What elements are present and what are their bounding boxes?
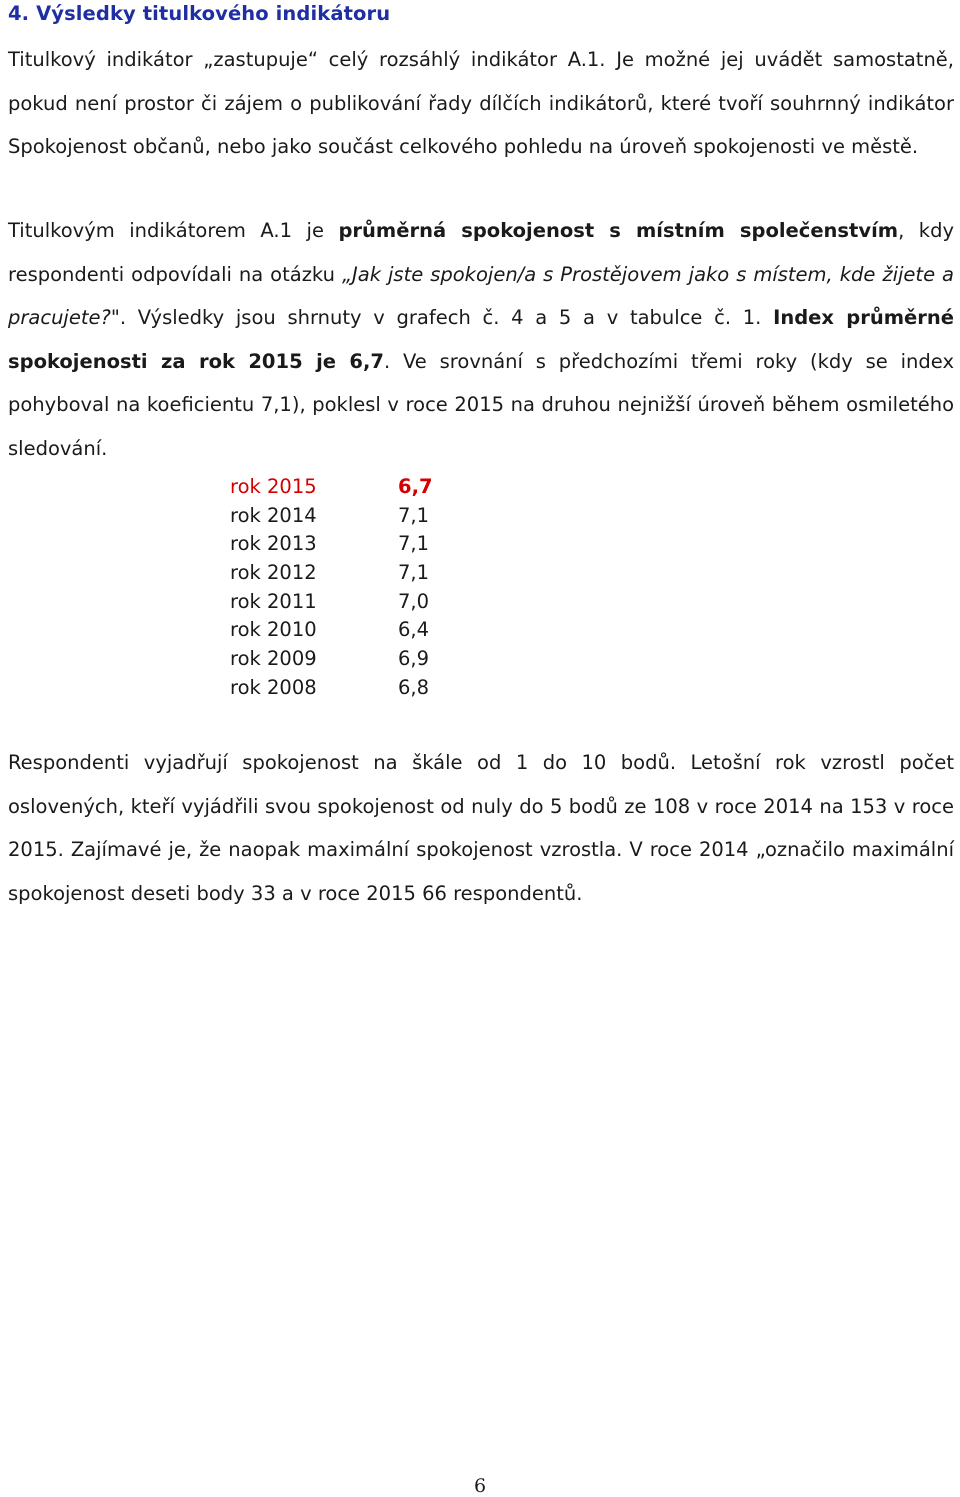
indicator-text-1: Titulkovým indikátorem A.1 je (8, 219, 339, 242)
table-row (230, 502, 433, 531)
intro-paragraph: Titulkový indikátor „zastupuje“ celý rozsáhlý indikátor A.1. Je možné jej uvádět samostatně, pokud není prostor či zájem o publikování řady dílčích indikátorů, které tvoří souhrnný indikátor Spokojenost občanů, nebo jako součást celkového pohledu na úroveň spokojenosti ve městě. (8, 48, 954, 158)
table-year: rok 2013 (230, 532, 317, 556)
indicator-text-2: , kdy respondenti odpovídali na otázku (8, 219, 955, 286)
table-year: rok 2008 (230, 675, 317, 699)
table-row (230, 674, 433, 703)
table-year: rok 2010 (230, 618, 317, 642)
table-value: 6,9 (398, 647, 430, 671)
table-row (230, 645, 433, 674)
table-year: rok 2014 (230, 503, 317, 527)
table-row (230, 559, 433, 588)
table-row (230, 588, 433, 617)
table-value: 6,4 (398, 618, 430, 642)
indicator-text-3: ". Výsledky jsou shrnuty v grafech č. 4 a 5 a v tabulce č. 1. (110, 306, 774, 329)
indicator-emphasis: průměrná spokojenost s místním společenstvím (338, 219, 899, 242)
indicator-paragraph (8, 209, 954, 470)
table-value: 7,0 (398, 589, 430, 613)
table-row (230, 616, 433, 645)
table-row (230, 473, 433, 502)
yearly-index-table (230, 473, 433, 703)
table-value: 6,7 (398, 475, 433, 498)
table-year: rok 2015 (230, 475, 317, 498)
table-row (230, 530, 433, 559)
table-year: rok 2012 (230, 561, 317, 585)
section-heading: 4. Výsledky titulkového indikátoru (8, 2, 391, 25)
scale-paragraph: Respondenti vyjadřují spokojenost na škále od 1 do 10 bodů. Letošní rok vzrostl počet oslovených, kteří vyjádřili svou spokojenost od nuly do 5 bodů ze 108 v roce 2014 na 153 v roce 2015. Zajímavé je, že naopak maximální spokojenost vzrostla. V roce 2014 „označilo maximální spokojenost deseti body 33 a v roce 2015 66 respondentů. (8, 751, 954, 905)
table-year: rok 2009 (230, 647, 317, 671)
indicator-text-4: . Ve srovnání s předchozími třemi roky (kdy se index pohyboval na koeficientu 7,1), poklesl v roce 2015 na druhou nejnižší úroveň během osmiletého sledování. (8, 349, 954, 460)
survey-question: „Jak jste spokojen/a s Prostějovem jako s místem, kde žijete a pracujete? (8, 262, 954, 329)
table-value: 7,1 (398, 503, 430, 527)
index-statement: Index průměrné spokojenosti za rok 2015 je 6,7 (8, 306, 955, 373)
table-value: 7,1 (398, 561, 430, 585)
table-value: 6,8 (398, 675, 430, 699)
table-value: 7,1 (398, 532, 430, 556)
table-year: rok 2011 (230, 589, 317, 613)
page-number: 6 (473, 1475, 487, 1497)
